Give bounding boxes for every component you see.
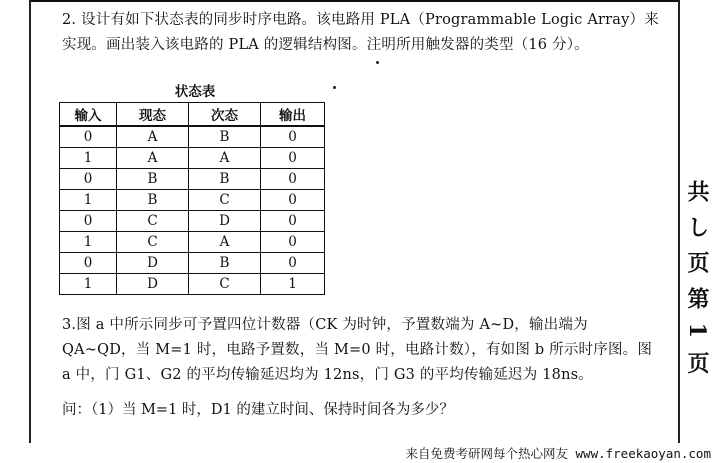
cell-present-state: A	[117, 148, 189, 169]
cell-output: 0	[261, 169, 325, 190]
cell-output: 0	[261, 232, 325, 253]
frame-right-rule	[678, 0, 680, 463]
cell-next-state: D	[189, 211, 261, 232]
cell-input: 1	[60, 232, 117, 253]
table-row	[60, 274, 325, 295]
table-row	[60, 232, 325, 253]
cell-output: 0	[261, 190, 325, 211]
cell-input: 0	[60, 253, 117, 274]
cell-present-state: B	[117, 190, 189, 211]
table-row	[60, 126, 325, 148]
cell-output: 0	[261, 126, 325, 148]
table-row	[60, 253, 325, 274]
scan-speck	[333, 86, 336, 89]
header-input: 输入	[60, 103, 117, 127]
scan-speck	[376, 61, 379, 64]
cell-present-state: C	[117, 232, 189, 253]
cell-next-state: B	[189, 126, 261, 148]
cell-input: 0	[60, 126, 117, 148]
frame-left-rule	[29, 0, 31, 463]
question-2-text: 2. 设计有如下状态表的同步时序电路。该电路用 PLA（Programmable Logic Array）来实现。画出装入该电路的 PLA 的逻辑结构图。注明所用触发器的类型（16 分）。	[62, 12, 659, 53]
cell-present-state: B	[117, 169, 189, 190]
cell-next-state: A	[189, 148, 261, 169]
cell-output: 0	[261, 253, 325, 274]
cell-next-state: B	[189, 169, 261, 190]
cell-input: 1	[60, 190, 117, 211]
table-row	[60, 148, 325, 169]
cell-output: 1	[261, 274, 325, 295]
frame-top-rule	[30, 0, 680, 2]
question-3-ask: 问：（1）当 M=1 时，D1 的建立时间、保持时间各为多少？	[62, 402, 454, 418]
cell-present-state: C	[117, 211, 189, 232]
state-table-caption: 状态表	[174, 84, 216, 100]
cell-next-state: C	[189, 190, 261, 211]
cell-input: 1	[60, 148, 117, 169]
cell-next-state: A	[189, 232, 261, 253]
header-next-state: 次态	[189, 103, 261, 127]
cell-present-state: D	[117, 253, 189, 274]
page-count-note: 共 し 页 第 1 页	[684, 180, 710, 377]
cell-input: 0	[60, 169, 117, 190]
table-row	[60, 211, 325, 232]
table-row	[60, 190, 325, 211]
header-present-state: 现态	[117, 103, 189, 127]
cell-input: 1	[60, 274, 117, 295]
question-3-text: 3.图 a 中所示同步可予置四位计数器（CK 为时钟，予置数端为 A~D，输出端为 QA~QD，当 M=1 时，电路予置数，当 M=0 时，电路计数），有如图 b 所示时序图。图 a 中，门 G1、G2 的平均传输延迟均为 12ns，门 G3 的平均传输延迟为 18ns。	[62, 317, 653, 383]
table-row	[60, 169, 325, 190]
state-table-header-row	[60, 103, 325, 127]
state-table	[59, 102, 325, 295]
cell-next-state: C	[189, 274, 261, 295]
cell-present-state: D	[117, 274, 189, 295]
header-output: 输出	[261, 103, 325, 127]
cell-output: 0	[261, 211, 325, 232]
cell-input: 0	[60, 211, 117, 232]
footer-watermark: 来自免费考研网每个热心网友 www.freekaoyan.com	[405, 446, 711, 461]
cell-output: 0	[261, 148, 325, 169]
cell-next-state: B	[189, 253, 261, 274]
cell-present-state: A	[117, 126, 189, 148]
